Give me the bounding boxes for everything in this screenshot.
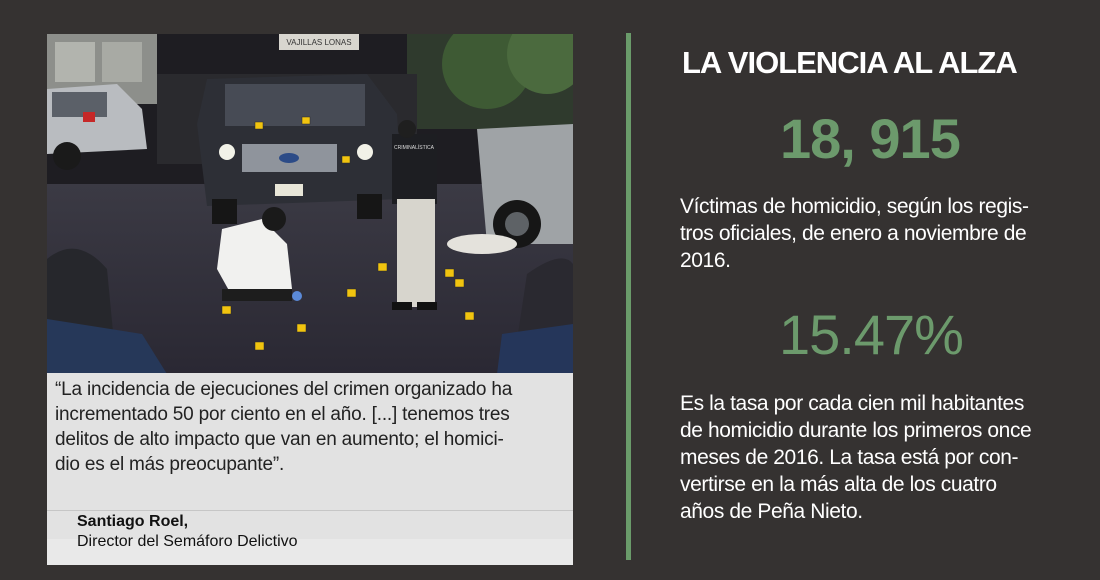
crime-scene-photo	[47, 34, 573, 374]
vertical-divider	[626, 33, 631, 560]
shop-sign-text: VAJILLAS LONAS	[286, 38, 352, 47]
photo-quote-panel	[47, 34, 573, 565]
desc-line: de homicidio durante los primeros once	[680, 419, 1032, 442]
quote-line: “La incidencia de ejecuciones del crimen organizado ha	[55, 379, 513, 400]
desc-line: años de Peña Nieto.	[680, 500, 863, 523]
author-role: Director del Semáforo Delictivo	[77, 533, 298, 550]
desc-line: Víctimas de homicidio, según los regis-	[680, 195, 1029, 218]
stat-homicide-description	[680, 193, 1060, 274]
author-name: Santiago Roel,	[77, 513, 189, 530]
quote-line: delitos de alto impacto que van en aumento; el homici-	[55, 429, 504, 450]
attribution	[77, 512, 298, 552]
quote-line: dio es el más preocupante”.	[55, 454, 285, 475]
desc-line: meses de 2016. La tasa está por con-	[680, 446, 1019, 469]
stat-homicide-count: 18, 915	[780, 107, 960, 170]
desc-line: tros oficiales, de enero a noviembre de	[680, 222, 1027, 245]
headline: LA VIOLENCIA AL ALZA	[682, 45, 1017, 80]
quote-divider	[47, 510, 573, 511]
stat-homicide-rate: 15.47%	[779, 303, 963, 366]
desc-line: Es la tasa por cada cien mil habitantes	[680, 392, 1024, 415]
vest-text: CRIMINALÍSTICA	[393, 145, 435, 151]
desc-line: vertirse en la más alta de los cuatro	[680, 473, 997, 496]
stat-rate-description	[680, 390, 1060, 525]
quote-text	[55, 377, 567, 477]
desc-line: 2016.	[680, 249, 731, 272]
quote-line: incrementado 50 por ciento en el año. [...] tenemos tres	[55, 404, 510, 425]
